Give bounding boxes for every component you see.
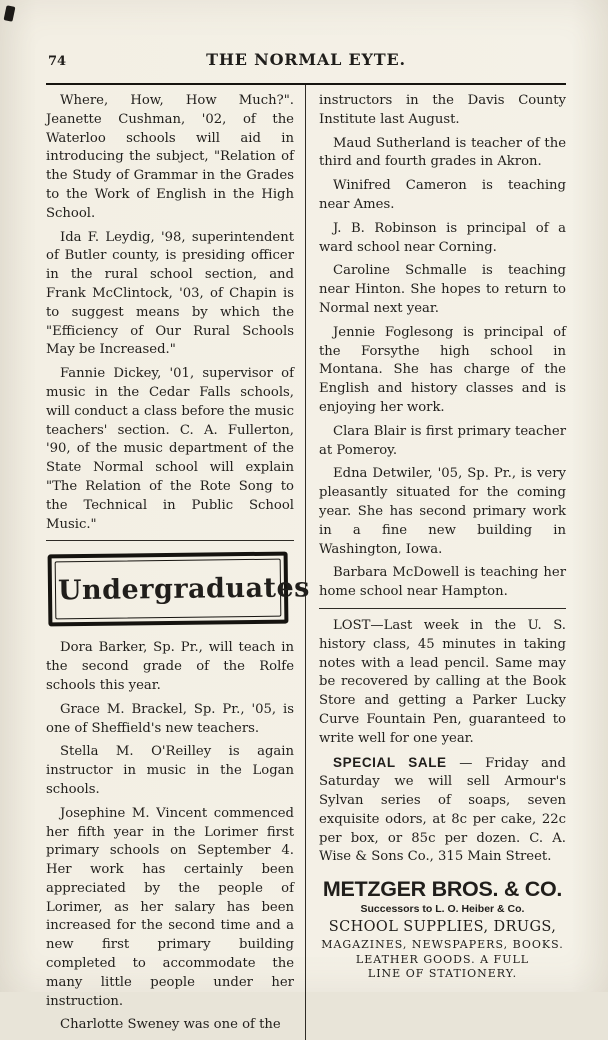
undergraduates-box-inner xyxy=(55,559,311,620)
paragraph: Grace M. Brackel, Sp. Pr., '05, is one of Sheffield's new teachers. xyxy=(46,701,294,736)
paragraph: Fannie Dickey, '01, supervisor of music in the Cedar Falls schools, will conduct a class before the music teachers' section. C. A. Fullerton, '90, of the music department of the State Normal school will explain "The Relation of the Rote Song to the Technical in Public School Music." xyxy=(46,366,294,532)
ad-detail-line: LEATHER GOODS. A FULL xyxy=(355,952,530,966)
ad-detail-line: MAGAZINES, NEWSPAPERS, BOOKS. xyxy=(321,938,564,952)
ad-successors-line: Successors to L. O. Heiber & Co. xyxy=(360,903,525,916)
ad-products-line: SCHOOL SUPPLIES, DRUGS, xyxy=(328,919,557,936)
paragraph: Where, How, How Much?". Jeanette Cushman, '02, of the Waterloo schools will aid in introducing the subject, "Relation of the Study of Grammar in the Grades to the Work of English in the High School. xyxy=(46,93,294,221)
paragraph: Josephine M. Vincent commenced her fifth year in the Lorimer first primary schools on September 4. Her work has certainly been appreciated by the people of Lorimer, as her salary has been increased for the second time and a new first primary building completed to accommodate the many little people under her instruction. xyxy=(46,805,294,1009)
paragraph: Winifred Cameron is teaching near Ames. xyxy=(319,178,566,212)
paragraph: Barbara McDowell is teaching her home school near Hampton. xyxy=(319,565,566,600)
page-number: 74 xyxy=(48,54,67,69)
paragraph: J. B. Robinson is principal of a ward school near Corning. xyxy=(319,220,566,255)
paragraph: Caroline Schmalle is teaching near Hinton. She hopes to return to Normal next year. xyxy=(319,263,566,316)
journal-title: THE NORMAL EYTE. xyxy=(206,50,406,69)
paragraph: Stella M. O'Reilley is again instructor in music in the Logan schools. xyxy=(46,744,294,797)
paragraph: Jennie Foglesong is principal of the Forsythe high school in Montana. She has charge of the English and history classes and is enjoying her work. xyxy=(319,324,566,415)
paragraph: Clara Blair is first primary teacher at Pomeroy. xyxy=(319,423,566,458)
undergraduates-heading: Undergraduates xyxy=(57,572,311,607)
special-sale-text: — Friday and Saturday we will sell Armour's Sylvan series of soaps, seven exquisite odors, at 8c per cake, 22c per box, or 85c per dozen. C. A. Wise & Sons Co., 315 Main Street. xyxy=(319,755,566,865)
paragraph-continuation: instructors in the Davis County Institute last August. xyxy=(319,93,566,127)
masthead xyxy=(46,50,566,76)
section-rule xyxy=(319,608,566,609)
undergraduates-box xyxy=(48,552,311,627)
two-column-body xyxy=(46,85,566,1040)
paragraph: Ida F. Leydig, '98, superintendent of Butler county, is presiding officer in the rural school section, and Frank McClintock, '03, of Chapin is to suggest means by which the "Efficiency of Our Rural Schools May be Increased." xyxy=(46,229,294,358)
section-rule xyxy=(46,540,294,541)
paragraph: Maud Sutherland is teacher of the third and fourth grades in Akron. xyxy=(319,135,566,170)
special-sale-label: SPECIAL SALE xyxy=(333,754,447,770)
paragraph: Dora Barker, Sp. Pr., will teach in the second grade of the Rolfe schools this year. xyxy=(46,640,294,693)
left-column xyxy=(46,85,311,1040)
paragraph: Charlotte Sweney was one of the xyxy=(60,1017,281,1033)
ad-detail-line: LINE OF STATIONERY. xyxy=(367,967,518,981)
lost-notice: LOST—Last week in the U. S. history class, 45 minutes in taking notes with a lead pencil. Same may be recovered by calling at the Book Store and getting a Parker Lucky Curve Fountain Pen, guaranteed to write well for one year. xyxy=(319,617,566,746)
special-sale-notice xyxy=(319,754,566,868)
scan-artifact xyxy=(4,5,16,22)
metzger-ad xyxy=(319,877,566,982)
right-column xyxy=(306,85,566,1040)
paragraph: Edna Detwiler, '05, Sp. Pr., is very pleasantly situated for the coming year. She has second primary work in a fine new building in Washington, Iowa. xyxy=(319,466,566,557)
ad-company-name: METZGER BROS. & CO. xyxy=(322,877,563,902)
